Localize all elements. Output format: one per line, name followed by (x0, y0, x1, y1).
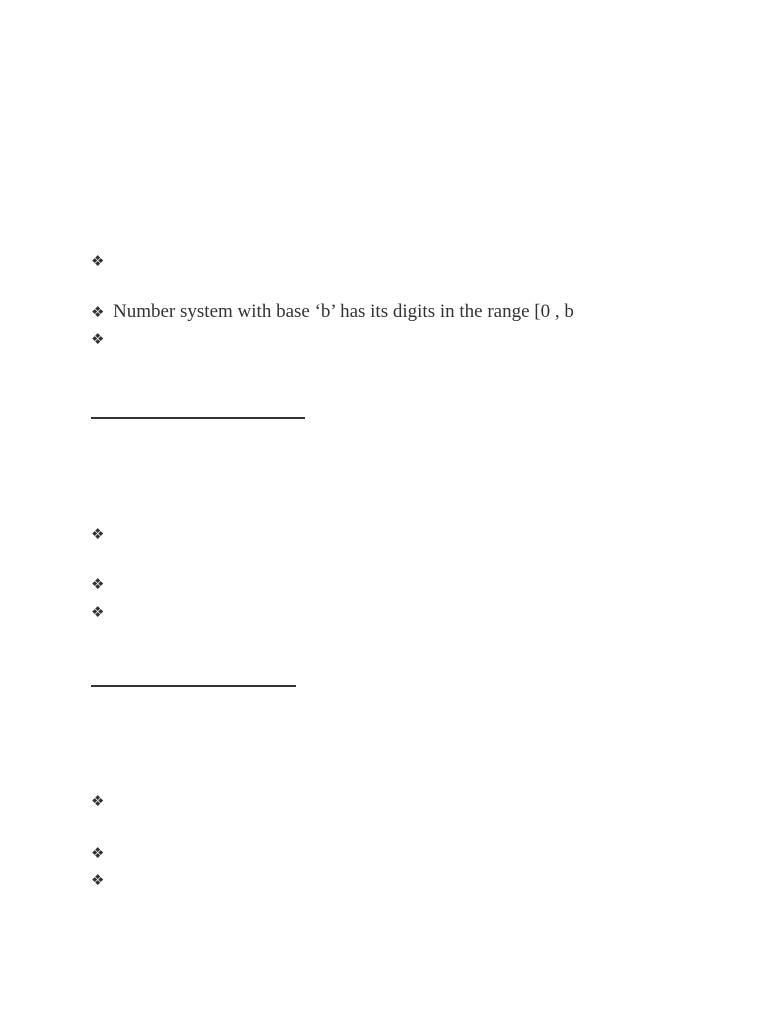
bullet-item (91, 250, 113, 272)
bullet-item (91, 842, 113, 864)
diamond-bullet-icon: ❖ (91, 303, 105, 321)
section-heading-underline (91, 685, 296, 687)
bullet-item (91, 301, 574, 323)
diamond-bullet-icon: ❖ (91, 792, 105, 810)
section-heading-underline (91, 417, 305, 419)
diamond-bullet-icon: ❖ (91, 575, 105, 593)
bullet-item (91, 328, 113, 350)
bullet-item (91, 523, 113, 545)
diamond-bullet-icon: ❖ (91, 525, 105, 543)
bullet-item (91, 601, 113, 623)
diamond-bullet-icon: ❖ (91, 603, 105, 621)
bullet-text: Number system with base ‘b’ has its digits in the range [0 , b (113, 301, 574, 322)
diamond-bullet-icon: ❖ (91, 252, 105, 270)
diamond-bullet-icon: ❖ (91, 844, 105, 862)
diamond-bullet-icon: ❖ (91, 871, 105, 889)
bullet-item (91, 790, 113, 812)
bullet-item (91, 869, 113, 891)
diamond-bullet-icon: ❖ (91, 330, 105, 348)
bullet-item (91, 573, 113, 595)
